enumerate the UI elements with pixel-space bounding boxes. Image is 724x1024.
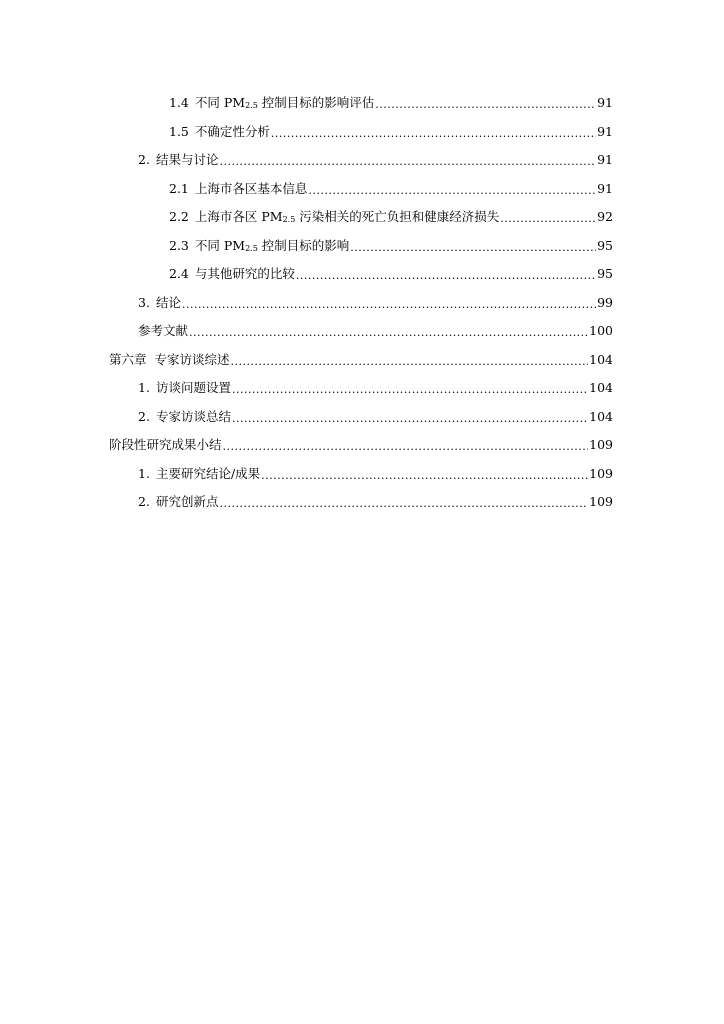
toc-entry-2-4[interactable] (0, 260, 613, 289)
toc-entry-number: 1. (138, 465, 150, 481)
toc-entry-text: 第六章 专家访谈综述 (109, 351, 230, 367)
dot-leader (182, 296, 596, 314)
toc-entry-number: 2.3 (169, 237, 189, 253)
toc-page-number: 95 (597, 237, 613, 253)
toc-entry-chapter-6[interactable] (0, 346, 613, 375)
dot-leader (230, 353, 588, 371)
toc-entry-number: 1.4 (169, 95, 189, 111)
toc-entry-title (109, 351, 229, 369)
toc-entry-number: 1. (138, 380, 150, 396)
toc-entry-text: 上海市各区基本信息 (194, 180, 308, 196)
toc-entry-text: 上海市各区 PM (194, 209, 283, 225)
dot-leader (261, 467, 588, 485)
dot-leader (189, 324, 588, 342)
dot-leader (375, 96, 596, 114)
toc-entry-text-tail: 污染相关的死亡负担和健康经济损失 (295, 209, 500, 225)
toc-entry-2[interactable] (0, 146, 613, 175)
toc-entry-title (138, 408, 231, 426)
toc-page-number: 91 (597, 123, 613, 139)
toc-entry-subscript: 2.5 (245, 101, 258, 111)
toc-page-number: 109 (589, 465, 613, 481)
toc-entry-6-1[interactable] (0, 374, 613, 403)
dot-leader (308, 182, 596, 200)
toc-entry-text: 结论 (155, 294, 181, 310)
toc-entry-number: 1.5 (169, 123, 189, 139)
toc-entry-number: 2. (138, 408, 150, 424)
dot-leader (296, 267, 596, 285)
toc-page-number: 99 (597, 294, 613, 310)
toc-entry-text: 不同 PM (194, 237, 246, 253)
toc-entry-text: 结果与讨论 (155, 152, 219, 168)
toc-entry-title (169, 237, 349, 255)
table-of-contents (0, 89, 724, 517)
toc-entry-summary[interactable] (0, 431, 613, 460)
toc-page-number: 91 (597, 180, 613, 196)
toc-entry-number: 2.4 (169, 266, 189, 282)
toc-entry-text: 访谈问题设置 (155, 380, 231, 396)
toc-entry-title (169, 94, 374, 112)
toc-page-number: 92 (597, 209, 613, 225)
toc-entry-text: 阶段性研究成果小结 (109, 437, 222, 453)
toc-entry-2-3[interactable] (0, 232, 613, 261)
toc-entry-title (109, 436, 222, 454)
dot-leader (271, 125, 596, 143)
toc-entry-title (169, 123, 270, 141)
toc-page-number: 91 (597, 95, 613, 111)
toc-entry-2-2[interactable] (0, 203, 613, 232)
toc-entry-number: 3. (138, 294, 150, 310)
toc-entry-number: 2.1 (169, 180, 189, 196)
toc-entry-title (169, 208, 499, 226)
dot-leader (219, 495, 588, 513)
toc-entry-subscript: 2.5 (245, 243, 258, 253)
toc-entry-title (138, 151, 218, 169)
toc-entry-text: 与其他研究的比较 (194, 266, 295, 282)
toc-entry-number: 2.2 (169, 209, 189, 225)
toc-entry-title (138, 322, 188, 340)
dot-leader (219, 153, 596, 171)
toc-page-number: 104 (589, 351, 613, 367)
toc-entry-text: 参考文献 (138, 323, 189, 339)
toc-entry-title (138, 465, 260, 483)
toc-page-number: 109 (589, 494, 613, 510)
toc-page-number: 91 (597, 152, 613, 168)
toc-entry-1-4[interactable] (0, 89, 613, 118)
toc-entry-text-tail: 控制目标的影响 (257, 237, 350, 253)
toc-entry-title (138, 294, 181, 312)
toc-entry-text: 专家访谈总结 (155, 408, 231, 424)
toc-page-number: 109 (589, 437, 613, 453)
toc-entry-text: 不同 PM (194, 95, 246, 111)
toc-entry-number: 2. (138, 152, 150, 168)
toc-entry-title (169, 265, 295, 283)
toc-entry-title (138, 493, 218, 511)
toc-entry-references[interactable] (0, 317, 613, 346)
toc-page-number: 100 (589, 323, 613, 339)
toc-page-number: 104 (589, 380, 613, 396)
toc-entry-summary-1[interactable] (0, 460, 613, 489)
dot-leader (232, 410, 588, 428)
toc-entry-title (169, 180, 307, 198)
toc-page-number: 95 (597, 266, 613, 282)
toc-entry-summary-2[interactable] (0, 488, 613, 517)
toc-entry-text: 研究创新点 (155, 494, 219, 510)
toc-entry-6-2[interactable] (0, 403, 613, 432)
toc-entry-subscript: 2.5 (282, 215, 296, 225)
dot-leader (350, 239, 596, 257)
dot-leader (232, 381, 588, 399)
dot-leader (500, 210, 596, 228)
toc-entry-1-5[interactable] (0, 118, 613, 147)
toc-entry-text: 不确定性分析 (194, 123, 270, 139)
dot-leader (223, 438, 589, 456)
toc-entry-text: 主要研究结论/成果 (155, 465, 261, 481)
toc-entry-title (138, 379, 231, 397)
toc-page-number: 104 (589, 408, 613, 424)
toc-entry-text-tail: 控制目标的影响评估 (257, 95, 375, 111)
toc-entry-number: 2. (138, 494, 150, 510)
toc-entry-3[interactable] (0, 289, 613, 318)
toc-entry-2-1[interactable] (0, 175, 613, 204)
